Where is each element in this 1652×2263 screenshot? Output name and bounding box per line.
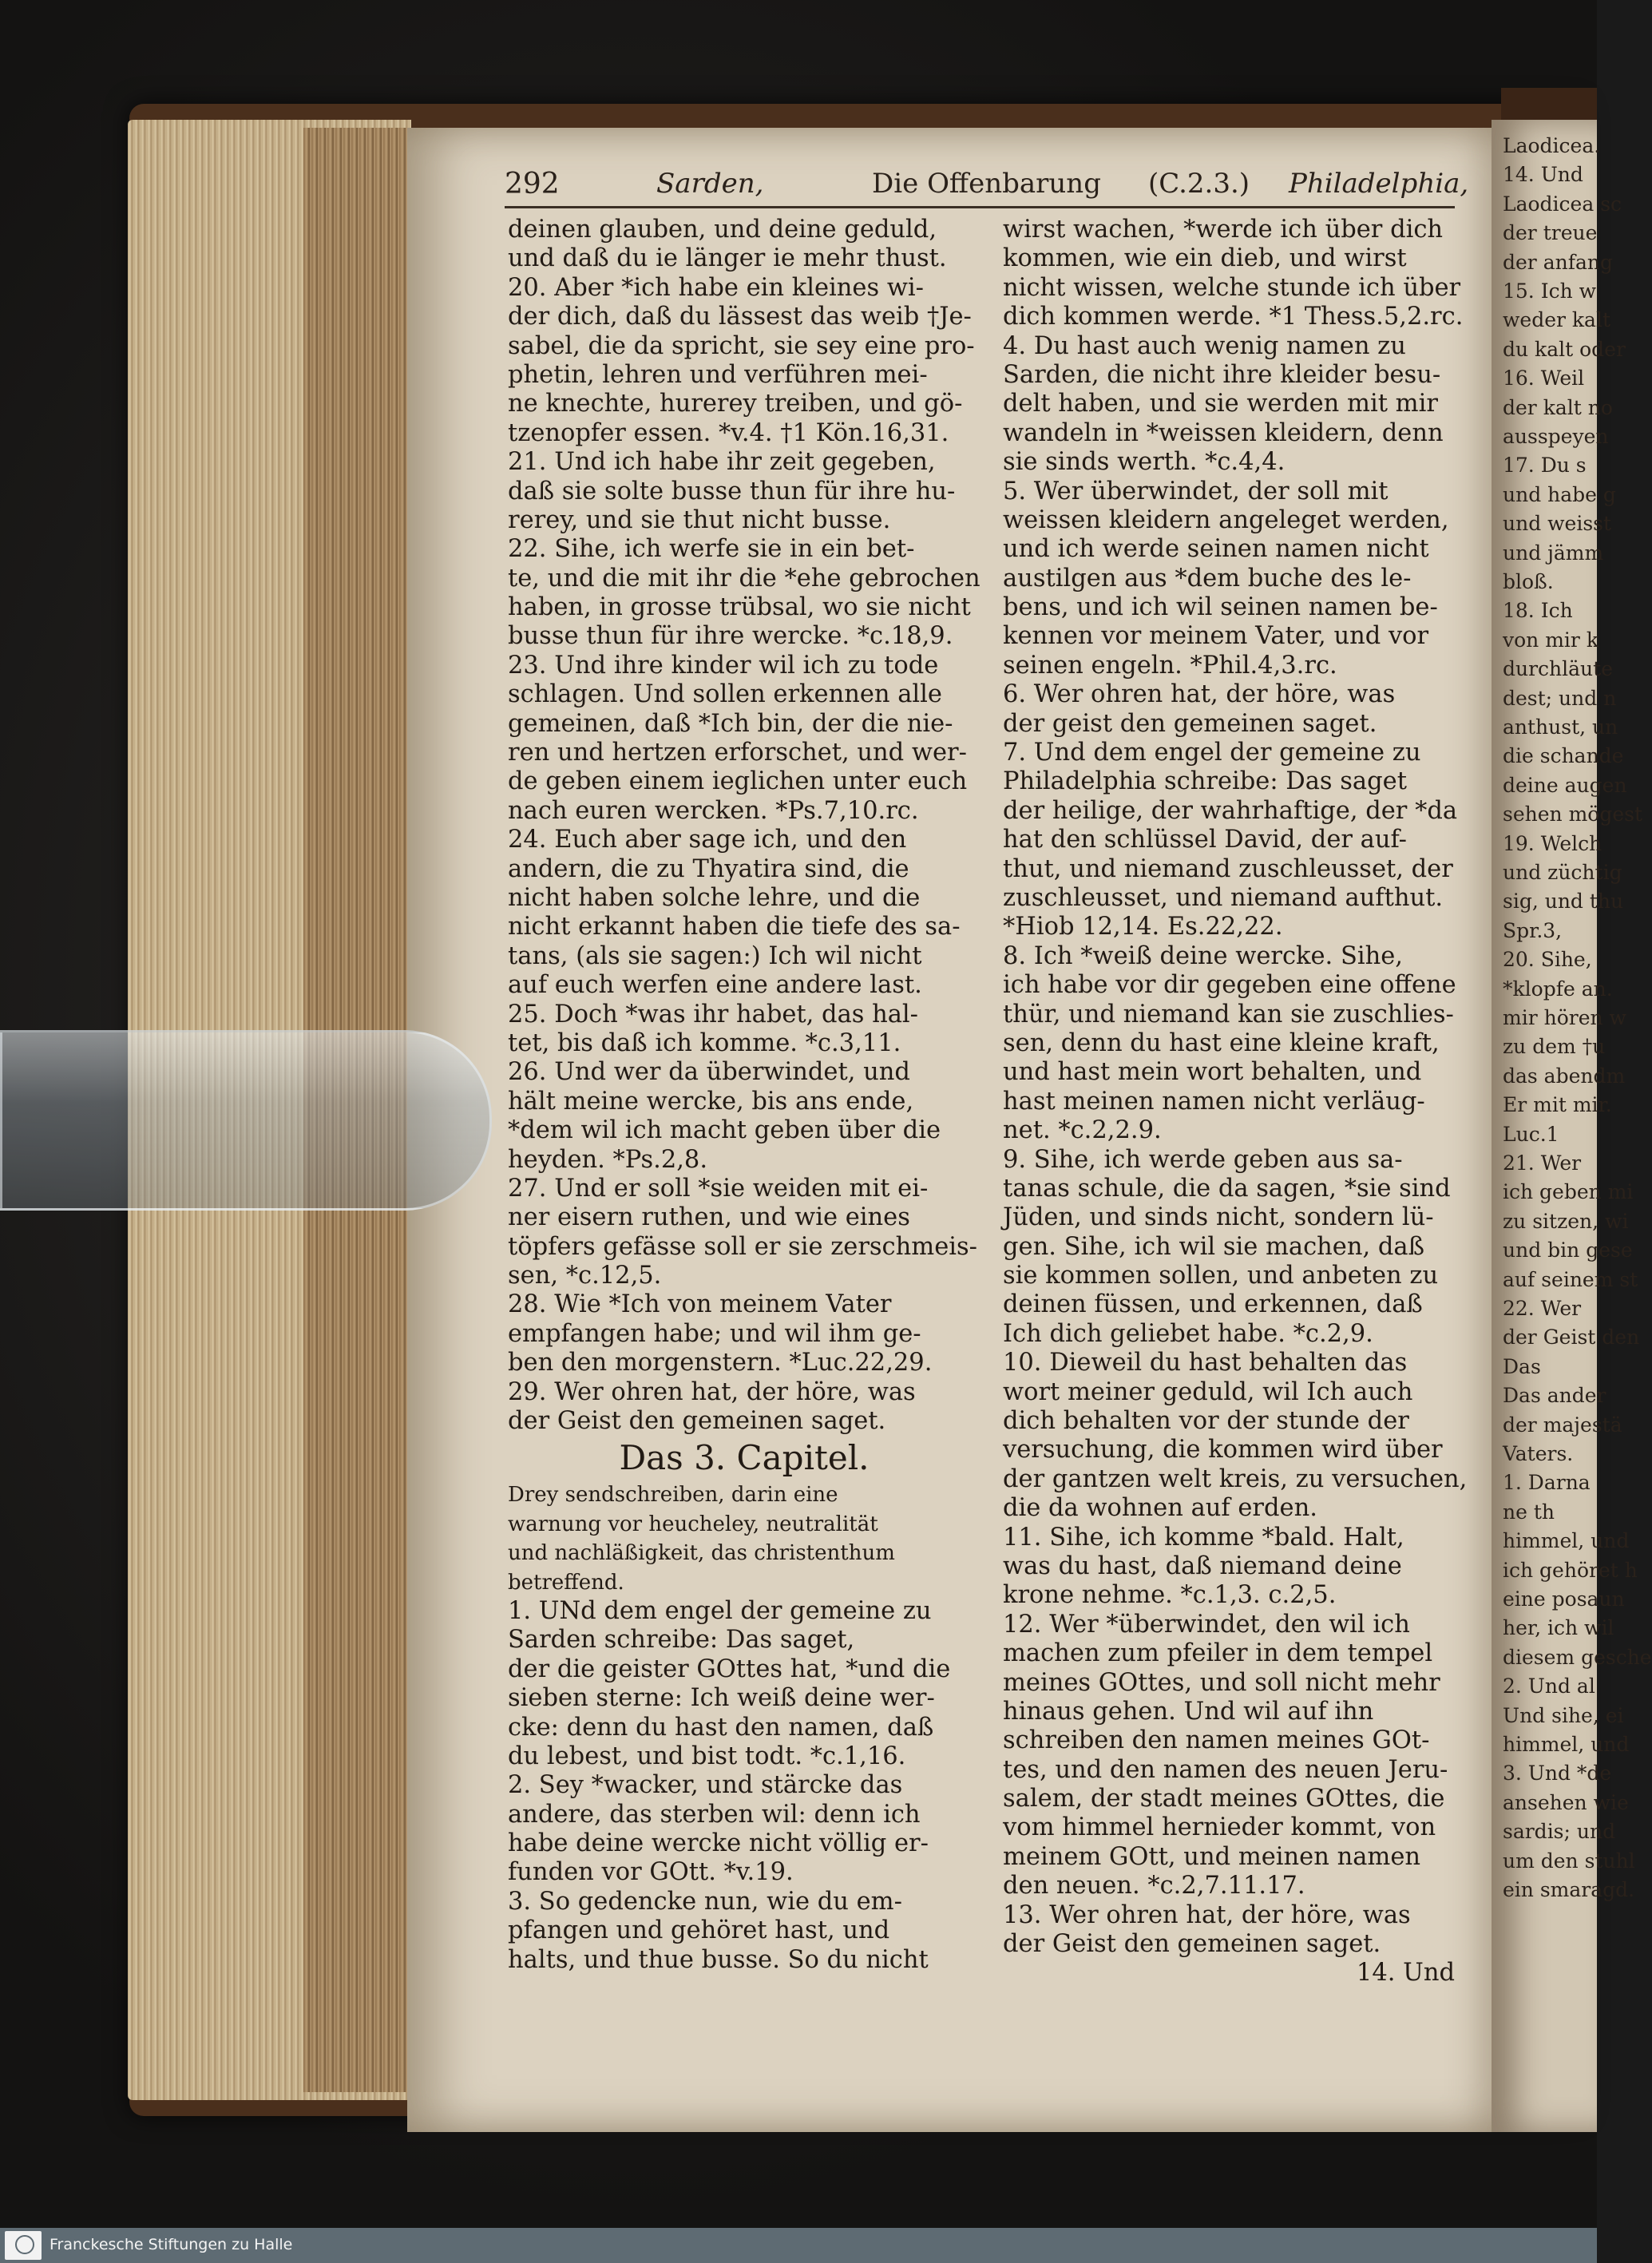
facing-page-line: zu sitzen, wi (1503, 1209, 1629, 1233)
facing-page-line: von mir k (1503, 628, 1599, 652)
text-line: der die geister GOttes hat, *und die (508, 1655, 951, 1683)
text-line: nicht erkannt haben die tiefe des sa- (508, 913, 961, 941)
running-head-right: Philadelphia, (1289, 168, 1469, 200)
running-head-left: Sarden, (656, 168, 764, 200)
text-line: austilgen aus *dem buche des le- (1003, 564, 1412, 593)
text-line: ren und hertzen erforschet, und wer- (508, 739, 967, 767)
verses-right (1003, 216, 1468, 1959)
text-line: thür, und niemand kan sie zuschlies- (1003, 1000, 1454, 1028)
text-line: *dem wil ich macht geben über die (508, 1116, 941, 1145)
chapter-heading: Das 3. Capitel. (619, 1438, 870, 1478)
institution-logo-icon (5, 2231, 42, 2260)
text-line: 22. Sihe, ich werfe sie in ein bet- (508, 535, 915, 564)
facing-page-line: die schande (1503, 744, 1624, 768)
right-column (1003, 216, 1468, 1988)
text-line: 23. Und ihre kinder wil ich zu tode (508, 651, 939, 680)
text-line: tanas schule, die da sagen, *sie sind (1003, 1174, 1451, 1203)
text-line: wort meiner geduld, wil Ich auch (1003, 1377, 1413, 1406)
facing-page-line: 20. Sihe, (1503, 948, 1592, 972)
text-line: 6. Wer ohren hat, der höre, was (1003, 680, 1396, 709)
text-line: wandeln in *weissen kleidern, denn (1003, 418, 1444, 447)
text-line: 12. Wer *überwindet, den wil ich (1003, 1610, 1410, 1639)
facing-page-line: her, ich wil (1503, 1616, 1614, 1640)
facing-page-line: 17. Du s (1503, 454, 1587, 478)
header-rule (505, 206, 1455, 208)
summary-line: warnung vor heucheley, neutralität (508, 1512, 878, 1536)
text-line: busse thun für ihre wercke. *c.18,9. (508, 622, 953, 651)
text-line: 29. Wer ohren hat, der höre, was (508, 1377, 916, 1406)
text-line: meines GOttes, und soll nicht mehr (1003, 1668, 1440, 1697)
institution-label: Franckesche Stiftungen zu Halle (50, 2236, 293, 2253)
text-line: gemeinen, daß *Ich bin, der die nie- (508, 709, 953, 738)
facing-page-line: ein smaragd. (1503, 1878, 1635, 1901)
chapter-reference: (C.2.3.) (1148, 168, 1250, 200)
facing-page-line: Und sihe, ei (1503, 1703, 1624, 1727)
summary-line: betreffend. (508, 1570, 624, 1595)
facing-page-line: himmel, und (1503, 1733, 1630, 1756)
text-line: sie kommen sollen, und anbeten zu (1003, 1262, 1439, 1290)
chapter-summary (508, 1480, 981, 1597)
left-column (508, 216, 981, 1975)
facing-page-line: 18. Ich (1503, 599, 1573, 623)
catchword: 14. Und (1356, 1959, 1455, 1988)
facing-page-line: Vaters. (1503, 1442, 1574, 1465)
text-line: ben den morgenstern. *Luc.22,29. (508, 1349, 933, 1377)
text-line: 20. Aber *ich habe ein kleines wi- (508, 273, 924, 302)
facing-page-line: bloß. (1503, 570, 1554, 593)
facing-page-line: Er mit mir. (1503, 1093, 1612, 1117)
text-line: sie sinds werth. *c.4,4. (1003, 448, 1286, 477)
text-line: 1. UNd dem engel der gemeine zu (508, 1596, 932, 1625)
text-line: 24. Euch aber sage ich, und den (508, 826, 907, 854)
facing-page-line: ansehen wie (1503, 1790, 1629, 1814)
facing-page-line: der majestä (1503, 1413, 1622, 1437)
text-line: hinaus gehen. Und wil auf ihn (1003, 1697, 1374, 1726)
text-line: 7. Und dem engel der gemeine zu (1003, 739, 1421, 767)
facing-page-line: Spr.3, (1503, 918, 1563, 942)
text-line: tet, bis daß ich komme. *c.3,11. (508, 1028, 901, 1057)
facing-page-line: der kalt no (1503, 395, 1613, 419)
facing-page-line: der treue (1503, 221, 1598, 245)
text-line: 21. Und ich habe ihr zeit gegeben, (508, 448, 936, 477)
text-line: wirst wachen, *werde ich über dich (1003, 216, 1444, 244)
text-line: und ich werde seinen namen nicht (1003, 535, 1429, 564)
text-line: 25. Doch *was ihr habet, das hal- (508, 1000, 918, 1028)
text-line: den neuen. *c.2,7.11.17. (1003, 1872, 1305, 1900)
text-line: der Geist den gemeinen saget. (508, 1407, 886, 1436)
text-line: nach euren wercken. *Ps.7,10.rc. (508, 796, 919, 825)
text-line: funden vor GOtt. *v.19. (508, 1858, 794, 1887)
text-line: deinen füssen, und erkennen, daß (1003, 1290, 1423, 1319)
text-line: net. *c.2,2.9. (1003, 1116, 1162, 1145)
facing-page-line: 1. Darna (1503, 1471, 1591, 1495)
text-line: 9. Sihe, ich werde geben aus sa- (1003, 1145, 1403, 1174)
facing-page-line: ausspeyen (1503, 425, 1609, 448)
text-line: hast meinen namen nicht verläug- (1003, 1087, 1425, 1116)
text-line: halts, und thue busse. So du nicht (508, 1945, 929, 1974)
facing-page-line: Das ander (1503, 1384, 1606, 1408)
facing-page-line: *klopfe an. (1503, 977, 1613, 1001)
facing-page-line: anthust, un (1503, 715, 1618, 739)
text-line: der heilige, der wahrhaftige, der *da (1003, 796, 1458, 825)
facing-page-line: 2. Und al (1503, 1674, 1595, 1698)
summary-line: und nachläßigkeit, das christenthum (508, 1541, 895, 1566)
text-line: zuschleusset, und niemand aufthut. (1003, 883, 1444, 912)
text-line: 5. Wer überwindet, der soll mit (1003, 477, 1389, 505)
text-line: töpfers gefässe soll er sie zerschmeis- (508, 1232, 977, 1261)
facing-page-line: 14. Und (1503, 163, 1583, 187)
facing-page-line: und bin gese (1503, 1239, 1633, 1262)
text-line: tans, (als sie sagen:) Ich wil nicht (508, 941, 922, 970)
facing-page-line: Luc.1 (1503, 1122, 1559, 1146)
verses-chapter-3 (508, 1597, 981, 1975)
text-line: tes, und den namen des neuen Jeru- (1003, 1755, 1448, 1784)
text-line: empfangen habe; und wil ihm ge- (508, 1319, 921, 1348)
facing-page-line: sardis; und (1503, 1820, 1616, 1844)
text-line: der gantzen welt kreis, zu versuchen, (1003, 1464, 1468, 1493)
facing-page-line: deine augen (1503, 773, 1627, 797)
verses-chapter-2 (508, 216, 981, 1436)
text-line: Jüden, und sinds nicht, sondern lü- (1003, 1203, 1434, 1232)
running-header (505, 168, 1469, 204)
text-line: 2. Sey *wacker, und stärcke das (508, 1771, 903, 1800)
facing-page-line: du kalt oder (1503, 337, 1626, 361)
text-line: seinen engeln. *Phil.4,3.rc. (1003, 651, 1337, 680)
facing-page-line: Das (1503, 1354, 1541, 1378)
facing-page-line: sehen mögest (1503, 803, 1642, 826)
text-line: nicht haben solche lehre, und die (508, 883, 921, 912)
text-line: heyden. *Ps.2,8. (508, 1145, 708, 1174)
text-line: 28. Wie *Ich von meinem Vater (508, 1290, 892, 1319)
text-line: gen. Sihe, ich wil sie machen, daß (1003, 1232, 1424, 1261)
facing-page-line: auf seinem st (1503, 1267, 1638, 1291)
summary-line: Drey sendschreiben, darin eine (508, 1483, 838, 1508)
text-line: sen, *c.12,5. (508, 1262, 662, 1290)
facing-page-line: 22. Wer (1503, 1297, 1582, 1320)
text-line: phetin, lehren und verführen mei- (508, 360, 928, 389)
text-line: auf euch werfen eine andere last. (508, 971, 922, 1000)
text-line: Sarden schreibe: Das saget, (508, 1626, 855, 1655)
text-line: dich behalten vor der stunde der (1003, 1407, 1409, 1436)
text-line: cke: denn du hast den namen, daß (508, 1713, 934, 1742)
text-line: rerey, und sie thut nicht busse. (508, 505, 891, 534)
facing-page-line: eine posaun (1503, 1587, 1625, 1611)
text-line: versuchung, die kommen wird über (1003, 1436, 1443, 1464)
text-line: meinem GOtt, und meinen namen (1003, 1842, 1421, 1871)
facing-page-line: ich gehöret h (1503, 1558, 1638, 1582)
facing-page-line: sig, und thu (1503, 890, 1624, 914)
text-line: de geben einem ieglichen unter euch (508, 767, 968, 796)
facing-page-line: 3. Und *de (1503, 1762, 1612, 1785)
text-line: die da wohnen auf erden. (1003, 1494, 1317, 1523)
facing-page-line: diesem gesche (1503, 1645, 1652, 1669)
text-line: machen zum pfeiler in dem tempel (1003, 1639, 1433, 1668)
text-line: und daß du ie länger ie mehr thust. (508, 244, 947, 273)
page-holder-clip (0, 1030, 492, 1211)
text-line: was du hast, daß niemand deine (1003, 1552, 1402, 1580)
text-line: 8. Ich *weiß deine wercke. Sihe, (1003, 941, 1403, 970)
text-line: ich habe vor dir gegeben eine offene (1003, 971, 1456, 1000)
text-line: 27. Und er soll *sie weiden mit ei- (508, 1174, 929, 1203)
text-line: ne knechte, hurerey treiben, und gö- (508, 390, 963, 418)
text-line: sen, denn du hast eine kleine kraft, (1003, 1028, 1440, 1057)
text-line: habe deine wercke nicht völlig er- (508, 1829, 929, 1858)
text-line: du lebest, und bist todt. *c.1,16. (508, 1742, 906, 1770)
text-line: Sarden, die nicht ihre kleider besu- (1003, 360, 1441, 389)
text-line: *Hiob 12,14. Es.22,22. (1003, 913, 1283, 941)
text-line: schreiben den namen meines GOt- (1003, 1726, 1430, 1755)
text-line: 11. Sihe, ich komme *bald. Halt, (1003, 1523, 1404, 1552)
facing-page-fragment (1492, 120, 1652, 2132)
facing-page-line: ne th (1503, 1500, 1555, 1524)
facing-page-line: zu dem †u (1503, 1035, 1606, 1059)
facing-page-line: und habe g (1503, 482, 1616, 506)
text-line: sabel, die da spricht, sie sey eine pro- (508, 331, 975, 360)
facing-page-line: weder kalt (1503, 308, 1610, 332)
footer-bar (0, 2228, 1597, 2263)
facing-page-line: und jämm (1503, 541, 1604, 565)
text-line: kennen vor meinem Vater, und vor (1003, 622, 1429, 651)
facing-page-line: das abendm (1503, 1064, 1626, 1088)
text-line: krone nehme. *c.1,3. c.2,5. (1003, 1581, 1337, 1610)
text-line: deinen glauben, und deine geduld, (508, 216, 937, 244)
text-line: dich kommen werde. *1 Thess.5,2.rc. (1003, 303, 1464, 331)
text-line: 26. Und wer da überwindet, und (508, 1058, 910, 1087)
text-line: Philadelphia schreibe: Das saget (1003, 767, 1407, 796)
facing-page-line: himmel, und (1503, 1529, 1630, 1553)
text-line: sieben sterne: Ich weiß deine wer- (508, 1684, 935, 1713)
text-line: hält meine wercke, bis ans ende, (508, 1087, 914, 1116)
text-line: 10. Dieweil du hast behalten das (1003, 1349, 1408, 1377)
facing-page-line: und züchtig (1503, 861, 1622, 884)
text-line: 4. Du hast auch wenig namen zu (1003, 331, 1406, 360)
text-line: und hast mein wort behalten, und (1003, 1058, 1422, 1087)
facing-page-line: der anfang (1503, 250, 1613, 274)
text-line: ner eisern ruthen, und wie eines (508, 1203, 910, 1232)
text-line: der geist den gemeinen saget. (1003, 709, 1377, 738)
facing-page-line: 21. Wer (1503, 1151, 1582, 1175)
text-line: 13. Wer ohren hat, der höre, was (1003, 1900, 1411, 1929)
text-line: andere, das sterben wil: denn ich (508, 1800, 921, 1829)
text-line: pfangen und gehöret hast, und (508, 1916, 890, 1945)
text-line: delt haben, und sie werden mit mir (1003, 390, 1438, 418)
text-line: kommen, wie ein dieb, und wirst (1003, 244, 1407, 273)
facing-page-line: dest; und n (1503, 686, 1617, 710)
facing-page-line: 19. Welch (1503, 831, 1602, 855)
text-line: andern, die zu Thyatira sind, die (508, 854, 909, 883)
facing-page-line: mir hören w (1503, 1006, 1626, 1029)
text-line: bens, und ich wil seinen namen be- (1003, 593, 1438, 622)
facing-page-line: ich geben mi (1503, 1180, 1634, 1204)
page-number: 292 (505, 168, 560, 200)
text-line: der dich, daß du lässest das weib †Je- (508, 303, 972, 331)
text-line: nicht wissen, welche stunde ich über (1003, 273, 1461, 302)
facing-page-line: um den stuhl (1503, 1849, 1635, 1873)
facing-page-line: der Geist den (1503, 1326, 1640, 1349)
text-line: der Geist den gemeinen saget. (1003, 1930, 1381, 1959)
text-line: vom himmel hernieder kommt, von (1003, 1813, 1436, 1842)
facing-page-line: durchläute (1503, 657, 1614, 681)
text-line: haben, in grosse trübsal, wo sie nicht (508, 593, 971, 622)
text-line: Ich dich geliebet habe. *c.2,9. (1003, 1319, 1373, 1348)
text-line: weissen kleidern angeleget werden, (1003, 505, 1449, 534)
running-head-center: Die Offenbarung (872, 168, 1101, 200)
facing-page-line: 15. Ich w (1503, 279, 1597, 303)
facing-page-line: 16. Weil (1503, 367, 1585, 390)
facing-page-line: Laodicea sc (1503, 192, 1622, 216)
text-line: hat den schlüssel David, der auf- (1003, 826, 1407, 854)
text-line: 3. So gedencke nun, wie du em- (508, 1887, 902, 1916)
text-line: tzenopfer essen. *v.4. †1 Kön.16,31. (508, 418, 949, 447)
facing-page-line: und weisst (1503, 512, 1612, 536)
text-line: salem, der stadt meines GOttes, die (1003, 1785, 1445, 1813)
facing-page-line: Laodicea. (1503, 134, 1601, 157)
text-line: te, und die mit ihr die *ehe gebrochen (508, 564, 981, 593)
text-line: daß sie solte busse thun für ihre hu- (508, 477, 956, 505)
text-line: thut, und niemand zuschleusset, der (1003, 854, 1453, 883)
text-line: schlagen. Und sollen erkennen alle (508, 680, 942, 709)
